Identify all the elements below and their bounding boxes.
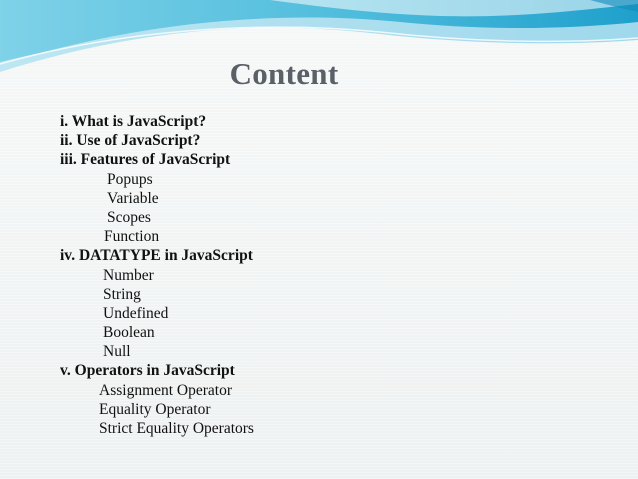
section-heading: i. What is JavaScript?	[60, 113, 207, 130]
slide-title: Content	[229, 56, 339, 91]
section-heading: iv. DATATYPE in JavaScript	[60, 247, 253, 265]
section-heading: ii. Use of JavaScript?	[60, 132, 201, 150]
subsection-item: Equality Operator	[99, 400, 211, 418]
subsection-item: Scopes	[107, 208, 151, 226]
section-heading: v. Operators in JavaScript	[60, 362, 235, 380]
subsection-item: Assignment Operator	[99, 381, 233, 399]
subsection-item: Undefined	[103, 304, 169, 322]
content-list	[60, 112, 580, 438]
section-heading: iii. Features of JavaScript	[60, 151, 231, 169]
subsection-item: Boolean	[103, 324, 155, 342]
subsection-item: Popups	[107, 170, 153, 188]
subsection-item: Strict Equality Operators	[99, 420, 254, 437]
subsection-item: String	[103, 285, 141, 303]
subsection-item: Null	[103, 343, 131, 361]
subsection-item: Variable	[107, 189, 159, 207]
subsection-item: Function	[104, 228, 160, 246]
subsection-item: Number	[103, 266, 154, 284]
